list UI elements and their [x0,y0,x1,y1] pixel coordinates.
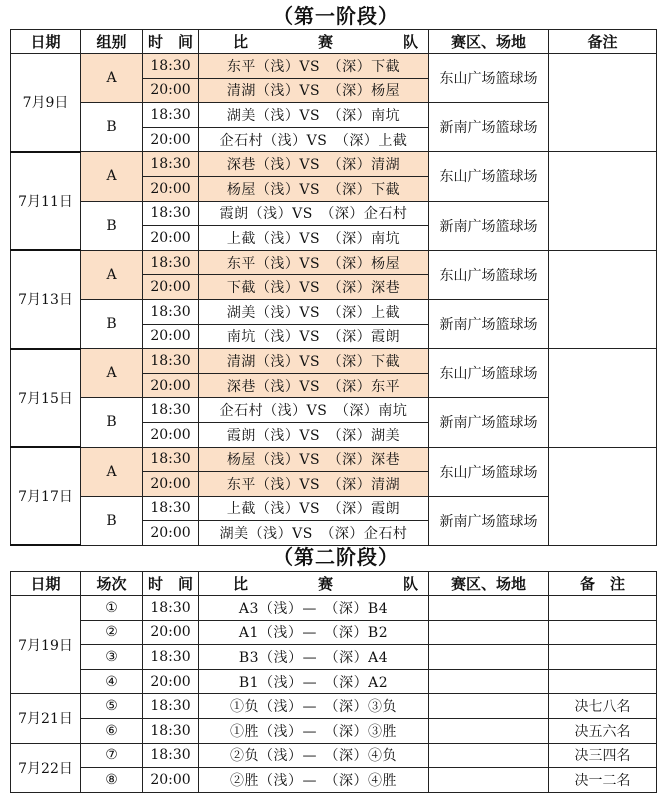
match-cell: B1（浅）— （深）A2 [199,669,429,694]
match-cell: 清湖（浅）VS （深）杨屋 [199,78,429,103]
time-cell: 20:00 [143,373,199,398]
game-no-cell: ① [81,596,143,621]
date-cell: 7月13日 [11,250,81,348]
time-cell: 20:00 [143,669,199,694]
venue-cell: 东山广场篮球场 [429,54,549,103]
time-cell: 20:00 [143,422,199,447]
date-cell: 7月21日 [11,694,81,743]
header-date: 日期 [11,572,81,596]
header-venue: 赛区、场地 [429,30,549,54]
match-cell: A1（浅）— （深）B2 [199,620,429,645]
note-cell: 决一二名 [549,768,657,793]
header-match [199,572,429,596]
group-label: A [81,152,143,201]
game-no-cell: ⑧ [81,768,143,793]
group-label: A [81,54,143,103]
date-cell: 7月17日 [11,447,81,545]
venue-cell [429,768,549,793]
header-note: 备 注 [549,572,657,596]
match-cell: 企石村（浅）VS （深）南坑 [199,398,429,423]
venue-cell: 新南广场篮球场 [429,201,549,250]
match-cell: 企石村（浅）VS （深）上截 [199,127,429,152]
header-time: 时 间 [143,30,199,54]
time-cell: 20:00 [143,127,199,152]
venue-cell [429,743,549,768]
table-row [11,250,657,275]
note-cell [549,54,657,152]
time-cell: 18:30 [143,743,199,768]
header-match-char-1: 比 [233,33,249,51]
stage2-schedule-table [10,571,657,793]
date-cell: 7月19日 [11,596,81,694]
match-cell: ①胜（浅）— （深）③胜 [199,718,429,743]
time-cell: 20:00 [143,275,199,300]
header-group: 组别 [81,30,143,54]
time-cell: 18:30 [143,201,199,226]
note-cell [549,645,657,670]
venue-cell [429,620,549,645]
game-no-cell: ⑦ [81,743,143,768]
note-cell: 决五六名 [549,718,657,743]
game-no-cell: ③ [81,645,143,670]
time-cell: 20:00 [143,521,199,546]
table-row [11,54,657,79]
note-cell [549,250,657,348]
time-cell: 20:00 [143,226,199,251]
match-cell: 霞朗（浅）VS （深）企石村 [199,201,429,226]
time-cell: 18:30 [143,398,199,423]
game-no-cell: ④ [81,669,143,694]
group-label: A [81,349,143,398]
match-cell: 湖美（浅）VS （深）企石村 [199,521,429,546]
group-label: A [81,250,143,299]
venue-cell: 东山广场篮球场 [429,250,549,299]
header-date: 日期 [11,30,81,54]
game-no-cell: ⑥ [81,718,143,743]
time-cell: 18:30 [143,299,199,324]
match-cell: 上截（浅）VS （深）霞朗 [199,496,429,521]
table-row [11,669,657,694]
time-cell: 20:00 [143,768,199,793]
time-cell: 18:30 [143,718,199,743]
table-row [11,645,657,670]
match-cell: 东平（浅）VS （深）下截 [199,54,429,79]
header-match-char-1: 比 [233,575,249,593]
table-row [11,768,657,793]
match-cell: 湖美（浅）VS （深）南坑 [199,103,429,128]
game-no-cell: ⑤ [81,694,143,719]
match-cell: ②负（浅）— （深）④负 [199,743,429,768]
header-venue: 赛区、场地 [429,572,549,596]
match-cell: 深巷（浅）VS （深）清湖 [199,152,429,177]
header-game-no: 场次 [81,572,143,596]
venue-cell: 东山广场篮球场 [429,152,549,201]
match-cell: 杨屋（浅）VS （深）下截 [199,176,429,201]
time-cell: 20:00 [143,324,199,349]
header-match-char-3: 队 [402,575,418,593]
time-cell: 18:30 [143,349,199,374]
match-cell: ②胜（浅）— （深）④胜 [199,768,429,793]
header-match-char-3: 队 [402,33,418,51]
time-cell: 20:00 [143,176,199,201]
group-label: B [81,103,143,152]
note-cell [549,447,657,545]
venue-cell: 东山广场篮球场 [429,349,549,398]
time-cell: 20:00 [143,472,199,497]
time-cell: 20:00 [143,620,199,645]
venue-cell: 新南广场篮球场 [429,299,549,348]
match-cell: 下截（浅）VS （深）深巷 [199,275,429,300]
venue-cell: 新南广场篮球场 [429,398,549,447]
venue-cell [429,694,549,719]
match-cell: 深巷（浅）VS （深）东平 [199,373,429,398]
group-label: B [81,299,143,348]
note-cell: 决三四名 [549,743,657,768]
table-row [11,718,657,743]
venue-cell: 新南广场篮球场 [429,103,549,152]
time-cell: 18:30 [143,54,199,79]
note-cell [549,669,657,694]
time-cell: 18:30 [143,250,199,275]
venue-cell [429,718,549,743]
match-cell: 南坑（浅）VS （深）霞朗 [199,324,429,349]
note-cell [549,349,657,447]
table-row [11,447,657,472]
game-no-cell: ② [81,620,143,645]
stage1-title: （第一阶段） [273,4,399,28]
time-cell: 20:00 [143,78,199,103]
header-match-char-2: 赛 [317,33,333,51]
group-label: B [81,496,143,545]
table-row [11,596,657,621]
venue-cell [429,645,549,670]
time-cell: 18:30 [143,596,199,621]
match-cell: B3（浅）— （深）A4 [199,645,429,670]
date-cell: 7月22日 [11,743,81,792]
date-cell: 7月9日 [11,54,81,152]
venue-cell: 新南广场篮球场 [429,496,549,545]
stage2-title: （第二阶段） [273,545,399,569]
match-cell: A3（浅）— （深）B4 [199,596,429,621]
match-cell: ①负（浅）— （深）③负 [199,694,429,719]
table-row [11,694,657,719]
time-cell: 18:30 [143,447,199,472]
header-note: 备注 [549,30,657,54]
table-row [11,152,657,177]
group-label: A [81,447,143,496]
header-time: 时 间 [143,572,199,596]
table-row [11,743,657,768]
time-cell: 18:30 [143,694,199,719]
venue-cell [429,596,549,621]
note-cell [549,596,657,621]
time-cell: 18:30 [143,152,199,177]
match-cell: 东平（浅）VS （深）清湖 [199,472,429,497]
match-cell: 东平（浅）VS （深）杨屋 [199,250,429,275]
table-row [11,620,657,645]
header-match-char-2: 赛 [317,575,333,593]
time-cell: 18:30 [143,103,199,128]
group-label: B [81,201,143,250]
stage1-schedule-table [10,29,657,546]
venue-cell: 东山广场篮球场 [429,447,549,496]
match-cell: 清湖（浅）VS （深）下截 [199,349,429,374]
group-label: B [81,398,143,447]
match-cell: 上截（浅）VS （深）南坑 [199,226,429,251]
date-cell: 7月15日 [11,349,81,447]
time-cell: 18:30 [143,645,199,670]
match-cell: 霞朗（浅）VS （深）湖美 [199,422,429,447]
table-row [11,349,657,374]
note-cell [549,152,657,250]
venue-cell [429,669,549,694]
note-cell: 决七八名 [549,694,657,719]
date-cell: 7月11日 [11,152,81,250]
note-cell [549,620,657,645]
match-cell: 杨屋（浅）VS （深）深巷 [199,447,429,472]
time-cell: 18:30 [143,496,199,521]
match-cell: 湖美（浅）VS （深）上截 [199,299,429,324]
header-match [199,30,429,54]
